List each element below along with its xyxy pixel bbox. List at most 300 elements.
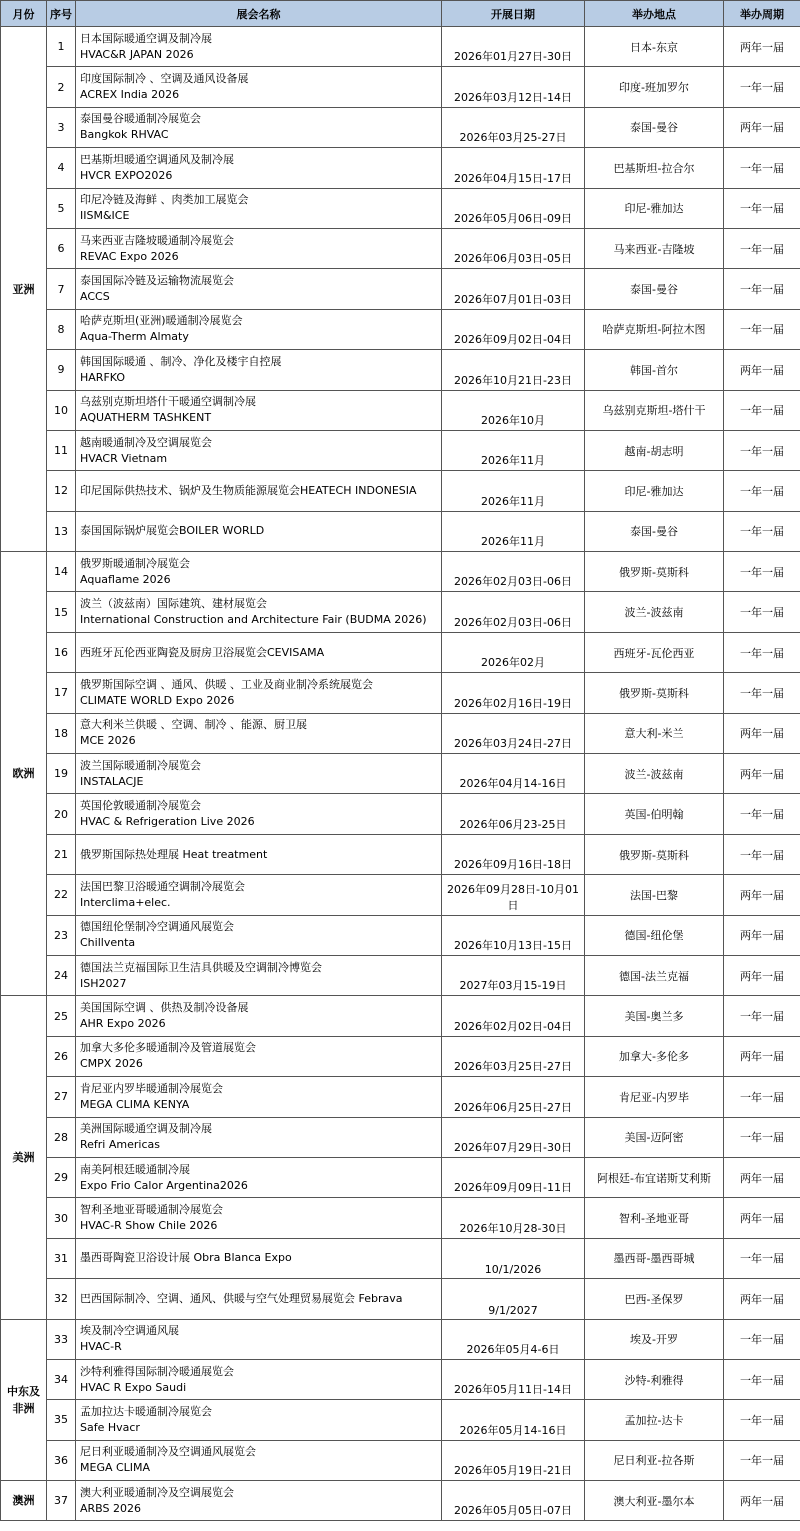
expo-location: 俄罗斯-莫斯科 [585,834,724,874]
expo-name-cn: 法国巴黎卫浴暖通空调制冷展览会 [80,879,245,893]
expo-date: 2026年10月21日-23日 [442,350,585,390]
row-index: 19 [47,754,76,794]
expo-name-en: HARFKO [80,370,126,384]
table-row [1,632,800,672]
row-index: 22 [47,875,76,915]
row-index: 5 [47,188,76,228]
expo-date: 2026年10月28-30日 [442,1198,585,1238]
row-index: 37 [47,1481,76,1521]
table-row [1,511,800,551]
expo-name-cn: 波兰国际暖通制冷展览会 [80,758,201,772]
region-cell: 美洲 [1,996,47,1319]
expo-name-cell [76,1481,442,1521]
expo-name-cn: 印尼冷链及海鲜 、肉类加工展览会 [80,193,249,207]
expo-name-cn: 巴基斯坦暖通空调通风及制冷展 [80,152,234,166]
expo-cycle: 一年一届 [724,188,800,228]
expo-location: 泰国-曼谷 [585,107,724,147]
expo-location: 墨西哥-墨西哥城 [585,1238,724,1278]
expo-date: 2026年10月13日-15日 [442,915,585,955]
expo-location: 泰国-曼谷 [585,511,724,551]
expo-name-en: Chillventa [80,936,136,950]
expo-name-cell [76,996,442,1036]
expo-name-cell [76,430,442,470]
expo-cycle: 一年一届 [724,430,800,470]
expo-name-cell [76,1359,442,1399]
expo-date: 2026年05月06日-09日 [442,188,585,228]
table-row [1,1400,800,1440]
expo-name-cn: 肯尼亚内罗毕暖通制冷展览会 [80,1081,223,1095]
expo-name-cell [76,754,442,794]
expo-name-cn: 俄罗斯暖通制冷展览会 [80,556,190,570]
expo-date: 2026年09月02日-04日 [442,309,585,349]
table-row [1,430,800,470]
table-row [1,834,800,874]
expo-name-cell [76,1036,442,1076]
expo-name-cell [76,471,442,511]
expo-name-en: HVAC R Expo Saudi [80,1380,187,1394]
expo-name-cn: 日本国际暖通空调及制冷展 [80,31,212,45]
table-row [1,1359,800,1399]
region-cell: 中东及 非洲 [1,1319,47,1481]
expo-name-cn: 意大利米兰供暖 、空调、制冷 、能源、厨卫展 [80,718,307,732]
expo-name-cell [76,107,442,147]
expo-name-cn: 俄罗斯国际空调 、通风、供暖 、工业及商业制冷系统展览会 [80,677,373,691]
expo-location: 肯尼亚-内罗毕 [585,1077,724,1117]
expo-date: 2026年03月25日-27日 [442,1036,585,1076]
table-row [1,1440,800,1480]
expo-name-en: HVACR Vietnam [80,451,168,465]
expo-cycle: 两年一届 [724,350,800,390]
expo-date: 2026年04月15日-17日 [442,148,585,188]
expo-cycle: 两年一届 [724,1481,800,1521]
row-index: 21 [47,834,76,874]
row-index: 11 [47,430,76,470]
table-row [1,915,800,955]
expo-location: 沙特-利雅得 [585,1359,724,1399]
expo-date: 2026年06月23-25日 [442,794,585,834]
expo-name-en: MEGA CLIMA [80,1461,151,1475]
expo-name-cell [76,67,442,107]
expo-name-cell [76,915,442,955]
expo-location: 乌兹别克斯坦-塔什干 [585,390,724,430]
expo-date: 2026年09月09日-11日 [442,1157,585,1197]
expo-cycle: 两年一届 [724,955,800,995]
table-row [1,1198,800,1238]
expo-name-cn: 马来西亚吉隆坡暖通制冷展览会 [80,233,234,247]
expo-name-en: Expo Frio Calor Argentina2026 [80,1178,248,1192]
row-index: 3 [47,107,76,147]
table-row [1,754,800,794]
header-index: 序号 [47,1,76,27]
expo-date: 2026年11月 [442,430,585,470]
expo-name-cell [76,309,442,349]
table-row [1,27,800,67]
expo-cycle: 一年一届 [724,1319,800,1359]
expo-location: 哈萨克斯坦-阿拉木图 [585,309,724,349]
table-row [1,188,800,228]
expo-name-en: International Construction and Architecture Fair (BUDMA 2026) [80,613,427,627]
expo-date: 2026年07月29日-30日 [442,1117,585,1157]
expo-date: 2026年04月14-16日 [442,754,585,794]
expo-name-en: ARBS 2026 [80,1501,141,1515]
expo-name-cn: 美洲国际暖通空调及制冷展 [80,1122,212,1136]
expo-date: 2026年11月 [442,471,585,511]
expo-name-cell [76,632,442,672]
expo-date: 2026年03月24日-27日 [442,713,585,753]
expo-date: 2026年05月4-6日 [442,1319,585,1359]
expo-date: 2026年05月14-16日 [442,1400,585,1440]
row-index: 4 [47,148,76,188]
expo-location: 英国-伯明翰 [585,794,724,834]
expo-cycle: 一年一届 [724,269,800,309]
expo-date: 2026年02月03日-06日 [442,592,585,632]
expo-name-cn: 泰国曼谷暖通制冷展览会 [80,112,201,126]
expo-cycle: 两年一届 [724,1198,800,1238]
expo-date: 2026年06月25日-27日 [442,1077,585,1117]
expo-name-en: CMPX 2026 [80,1057,143,1071]
expo-date: 2026年09月16日-18日 [442,834,585,874]
row-index: 26 [47,1036,76,1076]
expo-name-en: Interclima+elec. [80,895,171,909]
expo-date: 2026年02月02日-04日 [442,996,585,1036]
expo-date: 2026年10月 [442,390,585,430]
expo-name-en: INSTALACJE [80,774,144,788]
expo-name-en: CLIMATE WORLD Expo 2026 [80,693,235,707]
row-index: 16 [47,632,76,672]
expo-name-cn: 德国法兰克福国际卫生洁具供暖及空调制冷博览会 [80,960,322,974]
table-row [1,309,800,349]
row-index: 1 [47,27,76,67]
expo-name-cell [76,1117,442,1157]
expo-name-cn: 澳大利亚暖通制冷及空调展览会 [80,1485,234,1499]
expo-location: 波兰-波兹南 [585,754,724,794]
expo-name-cell [76,713,442,753]
expo-name-en: ISH2027 [80,976,127,990]
row-index: 10 [47,390,76,430]
table-row [1,1238,800,1278]
expo-cycle: 两年一届 [724,875,800,915]
expo-name-cn: 俄罗斯国际热处理展 Heat treatment [80,847,268,861]
table-row [1,269,800,309]
expo-location: 印尼-雅加达 [585,471,724,511]
expo-name-cell [76,1319,442,1359]
expo-name-en: AQUATHERM TASHKENT [80,411,212,425]
expo-cycle: 一年一届 [724,834,800,874]
table-row [1,148,800,188]
row-index: 18 [47,713,76,753]
expo-name-cn: 墨西哥陶瓷卫浴设计展 Obra Blanca Expo [80,1251,292,1265]
row-index: 31 [47,1238,76,1278]
row-index: 9 [47,350,76,390]
expo-name-cn: 巴西国际制冷、空调、通风、供暖与空气处理贸易展览会 Febrava [80,1291,403,1305]
expo-name-cn: 南美阿根廷暖通制冷展 [80,1162,190,1176]
expo-date: 2026年05月05日-07日 [442,1481,585,1521]
expo-location: 德国-法兰克福 [585,955,724,995]
table-row [1,350,800,390]
expo-date: 9/1/2027 [442,1279,585,1319]
expo-name-cn: 美国国际空调 、供热及制冷设备展 [80,1001,249,1015]
expo-name-cell [76,1400,442,1440]
expo-name-en: Aquaflame 2026 [80,572,171,586]
expo-name-cn: 印度国际制冷 、空调及通风设备展 [80,72,249,86]
expo-cycle: 一年一届 [724,228,800,268]
table-row [1,1157,800,1197]
table-row [1,794,800,834]
row-index: 15 [47,592,76,632]
expo-location: 印度-班加罗尔 [585,67,724,107]
table-row [1,955,800,995]
table-row [1,1279,800,1319]
expo-cycle: 一年一届 [724,390,800,430]
expo-cycle: 一年一届 [724,996,800,1036]
expo-cycle: 两年一届 [724,915,800,955]
table-row [1,1077,800,1117]
expo-name-cell [76,1238,442,1278]
expo-name-cn: 哈萨克斯坦(亚洲)暖通制冷展览会 [80,314,243,328]
row-index: 13 [47,511,76,551]
expo-name-cn: 越南暖通制冷及空调展览会 [80,435,212,449]
row-index: 25 [47,996,76,1036]
expo-location: 俄罗斯-莫斯科 [585,673,724,713]
expo-name-en: AHR Expo 2026 [80,1017,166,1031]
expo-name-cell [76,834,442,874]
table-row [1,1036,800,1076]
expo-name-cn: 尼日利亚暖通制冷及空调通风展览会 [80,1445,256,1459]
table-row [1,673,800,713]
expo-location: 孟加拉-达卡 [585,1400,724,1440]
row-index: 36 [47,1440,76,1480]
expo-name-cn: 韩国国际暖通 、制冷、净化及楼宇自控展 [80,354,282,368]
expo-cycle: 两年一届 [724,1036,800,1076]
expo-date: 2026年06月03日-05日 [442,228,585,268]
expo-name-cell [76,875,442,915]
expo-name-en: HVAC-R [80,1340,122,1354]
expo-name-cn: 埃及制冷空调通风展 [80,1324,179,1338]
expo-location: 智利-圣地亚哥 [585,1198,724,1238]
expo-cycle: 一年一届 [724,632,800,672]
expo-cycle: 一年一届 [724,1440,800,1480]
table-row [1,1481,800,1521]
expo-location: 俄罗斯-莫斯科 [585,552,724,592]
expo-name-en: Safe Hvacr [80,1420,140,1434]
expo-cycle: 一年一届 [724,1077,800,1117]
table-row [1,592,800,632]
expo-location: 巴西-圣保罗 [585,1279,724,1319]
expo-name-cn: 西班牙瓦伦西亚陶瓷及厨房卫浴展览会CEVISAMA [80,645,325,659]
row-index: 23 [47,915,76,955]
expo-cycle: 一年一届 [724,1238,800,1278]
expo-cycle: 一年一届 [724,1400,800,1440]
expo-location: 尼日利亚-拉各斯 [585,1440,724,1480]
expo-name-en: HVAC&R JAPAN 2026 [80,47,194,61]
expo-cycle: 一年一届 [724,511,800,551]
expo-name-en: ACREX India 2026 [80,88,180,102]
expo-name-cell [76,1198,442,1238]
expo-location: 意大利-米兰 [585,713,724,753]
row-index: 30 [47,1198,76,1238]
expo-name-cell [76,27,442,67]
expo-cycle: 两年一届 [724,1279,800,1319]
expo-location: 马来西亚-吉隆坡 [585,228,724,268]
expo-location: 印尼-雅加达 [585,188,724,228]
row-index: 7 [47,269,76,309]
header-region: 月份 [1,1,47,27]
expo-name-en: HVCR EXPO2026 [80,168,173,182]
expo-name-cn: 沙特利雅得国际制冷暖通展览会 [80,1364,234,1378]
header-location: 举办地点 [585,1,724,27]
expo-name-cn: 加拿大多伦多暖通制冷及管道展览会 [80,1041,256,1055]
expo-name-en: Aqua-Therm Almaty [80,330,189,344]
expo-name-en: MCE 2026 [80,734,136,748]
expo-location: 泰国-曼谷 [585,269,724,309]
expo-date: 2026年01月27日-30日 [442,27,585,67]
expo-name-en: HVAC-R Show Chile 2026 [80,1219,218,1233]
expo-name-cn: 波兰（波兹南）国际建筑、建材展览会 [80,597,267,611]
region-cell: 欧洲 [1,552,47,996]
table-row [1,107,800,147]
table-row [1,875,800,915]
expo-date: 2026年02月03日-06日 [442,552,585,592]
expo-cycle: 一年一届 [724,592,800,632]
expo-name-cell [76,1440,442,1480]
header-date: 开展日期 [442,1,585,27]
expo-location: 西班牙-瓦伦西亚 [585,632,724,672]
expo-name-en: HVAC & Refrigeration Live 2026 [80,815,255,829]
expo-cycle: 两年一届 [724,27,800,67]
expo-name-cn: 印尼国际供热技术、锅炉及生物质能源展览会HEATECH INDONESIA [80,483,417,497]
row-index: 20 [47,794,76,834]
expo-date: 2027年03月15-19日 [442,955,585,995]
table-row [1,67,800,107]
expo-location: 越南-胡志明 [585,430,724,470]
region-cell: 亚洲 [1,27,47,552]
expo-cycle: 一年一届 [724,1117,800,1157]
expo-name-cell [76,1279,442,1319]
expo-name-cell [76,552,442,592]
expo-location: 巴基斯坦-拉合尔 [585,148,724,188]
expo-cycle: 一年一届 [724,148,800,188]
expo-name-en: Bangkok RHVAC [80,128,169,142]
expo-date: 2026年09月28日-10月01日 [442,875,585,915]
table-row [1,1117,800,1157]
expo-date: 2026年05月11日-14日 [442,1359,585,1399]
expo-name-cn: 泰国国际锅炉展览会BOILER WORLD [80,524,265,538]
expo-name-cell [76,188,442,228]
row-index: 27 [47,1077,76,1117]
expo-date: 2026年03月25-27日 [442,107,585,147]
row-index: 6 [47,228,76,268]
row-index: 28 [47,1117,76,1157]
row-index: 17 [47,673,76,713]
row-index: 8 [47,309,76,349]
expo-location: 埃及-开罗 [585,1319,724,1359]
expo-date: 2026年05月19日-21日 [442,1440,585,1480]
expo-cycle: 两年一届 [724,754,800,794]
expo-cycle: 一年一届 [724,471,800,511]
expo-name-en: MEGA CLIMA KENYA [80,1097,190,1111]
header-expo-name: 展会名称 [76,1,442,27]
expo-date: 2026年02月16日-19日 [442,673,585,713]
table-row [1,713,800,753]
row-index: 14 [47,552,76,592]
expo-name-cn: 英国伦敦暖通制冷展览会 [80,799,201,813]
expo-name-cell [76,1077,442,1117]
expo-cycle: 一年一届 [724,67,800,107]
expo-name-cell [76,148,442,188]
expo-location: 美国-奥兰多 [585,996,724,1036]
expo-cycle: 两年一届 [724,1157,800,1197]
expo-name-cn: 泰国国际冷链及运输物流展览会 [80,274,234,288]
table-row [1,471,800,511]
expo-cycle: 两年一届 [724,107,800,147]
table-row [1,390,800,430]
table-row [1,228,800,268]
expo-cycle: 一年一届 [724,309,800,349]
expo-name-cell [76,794,442,834]
table-row [1,1319,800,1359]
expo-name-en: ACCS [80,290,110,304]
expo-location: 美国-迈阿密 [585,1117,724,1157]
header-cycle: 举办周期 [724,1,800,27]
row-index: 12 [47,471,76,511]
expo-date: 2026年03月12日-14日 [442,67,585,107]
region-cell: 澳洲 [1,1481,47,1521]
expo-cycle: 一年一届 [724,794,800,834]
row-index: 32 [47,1279,76,1319]
expo-location: 日本-东京 [585,27,724,67]
row-index: 29 [47,1157,76,1197]
expo-name-cell [76,269,442,309]
table-row [1,552,800,592]
row-index: 35 [47,1400,76,1440]
expo-location: 阿根廷-布宜诺斯艾利斯 [585,1157,724,1197]
row-index: 33 [47,1319,76,1359]
expo-name-cell [76,511,442,551]
expo-cycle: 一年一届 [724,673,800,713]
expo-name-cell [76,592,442,632]
row-index: 2 [47,67,76,107]
expo-name-cn: 德国纽伦堡制冷空调通风展览会 [80,920,234,934]
expo-location: 澳大利亚-墨尔本 [585,1481,724,1521]
expo-location: 波兰-波兹南 [585,592,724,632]
expo-name-cn: 孟加拉达卡暖通制冷展览会 [80,1404,212,1418]
expo-name-cell [76,673,442,713]
expo-location: 韩国-首尔 [585,350,724,390]
expo-location: 法国-巴黎 [585,875,724,915]
expo-date: 2026年07月01日-03日 [442,269,585,309]
expo-date: 2026年11月 [442,511,585,551]
expo-cycle: 两年一届 [724,713,800,753]
expo-name-cell [76,955,442,995]
table-row [1,996,800,1036]
expo-date: 2026年02月 [442,632,585,672]
expo-name-cell [76,1157,442,1197]
expo-date: 10/1/2026 [442,1238,585,1278]
expo-name-en: Refri Americas [80,1138,160,1152]
expo-name-cn: 智利圣地亚哥暖通制冷展览会 [80,1203,223,1217]
expo-name-cell [76,228,442,268]
expo-location: 加拿大-多伦多 [585,1036,724,1076]
row-index: 34 [47,1359,76,1399]
expo-name-cn: 乌兹别克斯坦塔什干暖通空调制冷展 [80,395,256,409]
expo-location: 德国-纽伦堡 [585,915,724,955]
expo-name-cell [76,350,442,390]
header-row [1,1,800,27]
expo-cycle: 一年一届 [724,1359,800,1399]
expo-name-en: REVAC Expo 2026 [80,249,179,263]
expo-name-en: IISM&ICE [80,209,130,223]
row-index: 24 [47,955,76,995]
